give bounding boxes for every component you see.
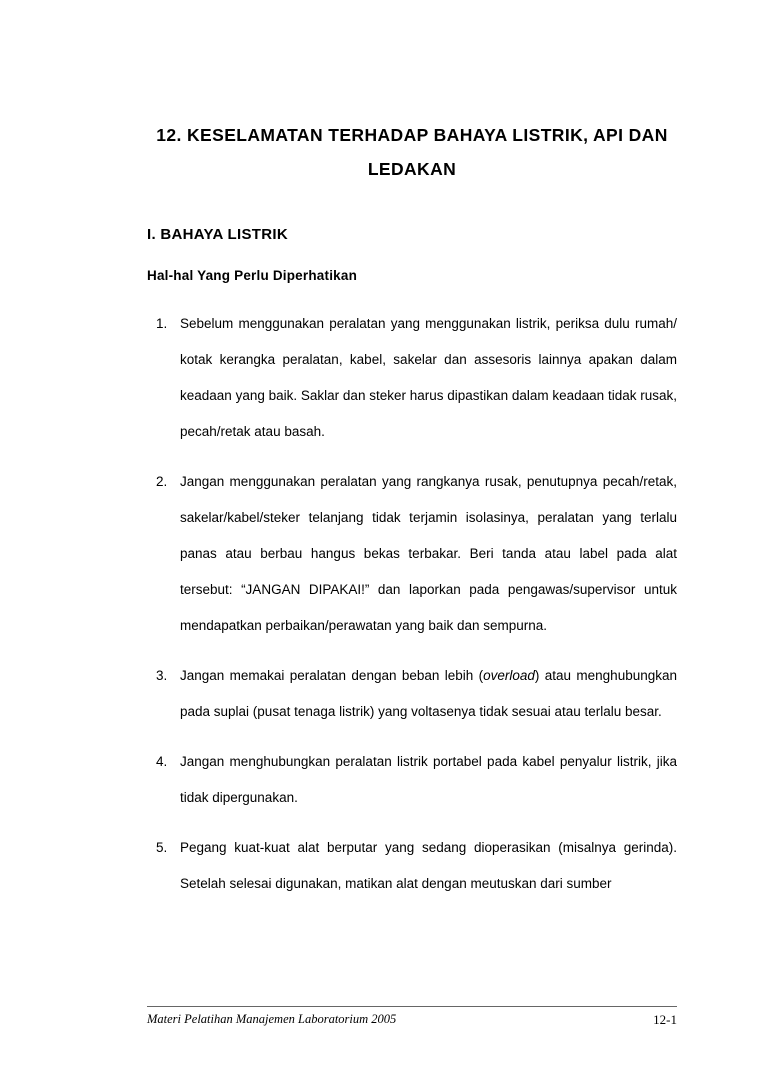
item-number: 5. <box>156 840 168 855</box>
list-item <box>150 658 677 730</box>
item-text: Jangan menggunakan peralatan yang rangkanya rusak, penutupnya pecah/retak, sakelar/kabel/steker telanjang tidak terjamin isolasinya, peralatan yang terlalu panas atau berbau hangus bekas terbakar. Beri tanda atau label pada alat tersebut: “JANGAN DIPAKAI!” dan laporkan pada pengawas/supervisor untuk mendapatkan perbaikan/perawatan yang baik dan sempurna. <box>180 474 677 633</box>
item-number: 3. <box>156 668 168 683</box>
item-text: Sebelum menggunakan peralatan yang menggunakan listrik, periksa dulu rumah/ kotak kerangka peralatan, kabel, sakelar dan assesoris lainnya apakan dalam keadaan yang baik. Saklar dan steker harus dipastikan dalam keadaan tidak rusak, pecah/retak atau basah. <box>180 316 677 439</box>
subsection-title: Hal-hal Yang Perlu Diperhatikan <box>147 268 358 283</box>
chapter-title: 12. KESELAMATAN TERHADAP BAHAYA LISTRIK, API DAN LEDAKAN <box>156 125 668 179</box>
item-number: 1. <box>156 316 168 331</box>
item-text <box>180 658 677 730</box>
item-text: Jangan menghubungkan peralatan listrik portabel pada kabel penyalur listrik, jika tidak dipergunakan. <box>180 754 677 805</box>
item-text-part: ) atau menghubungkan pada suplai (pusat tenaga listrik) yang voltasenya tidak sesuai atau terlalu besar. <box>180 668 677 719</box>
list-item <box>150 744 677 816</box>
item-text-part: Jangan memakai peralatan dengan beban lebih ( <box>180 668 484 683</box>
numbered-list <box>150 306 677 916</box>
item-text: Pegang kuat-kuat alat berputar yang sedang dioperasikan (misalnya gerinda). Setelah selesai digunakan, matikan alat dengan meutuskan dari sumber <box>180 840 677 891</box>
page-number: 12-1 <box>653 1012 677 1027</box>
list-item <box>150 464 677 644</box>
section-title: I. BAHAYA LISTRIK <box>147 226 288 243</box>
item-text-italic: overload <box>483 668 535 683</box>
footer-text: Materi Pelatihan Manajemen Laboratorium 2005 <box>147 1012 397 1026</box>
item-number: 2. <box>156 474 168 489</box>
list-item <box>150 830 677 902</box>
footer-divider <box>147 1006 677 1007</box>
list-item <box>150 306 677 450</box>
item-number: 4. <box>156 754 168 769</box>
